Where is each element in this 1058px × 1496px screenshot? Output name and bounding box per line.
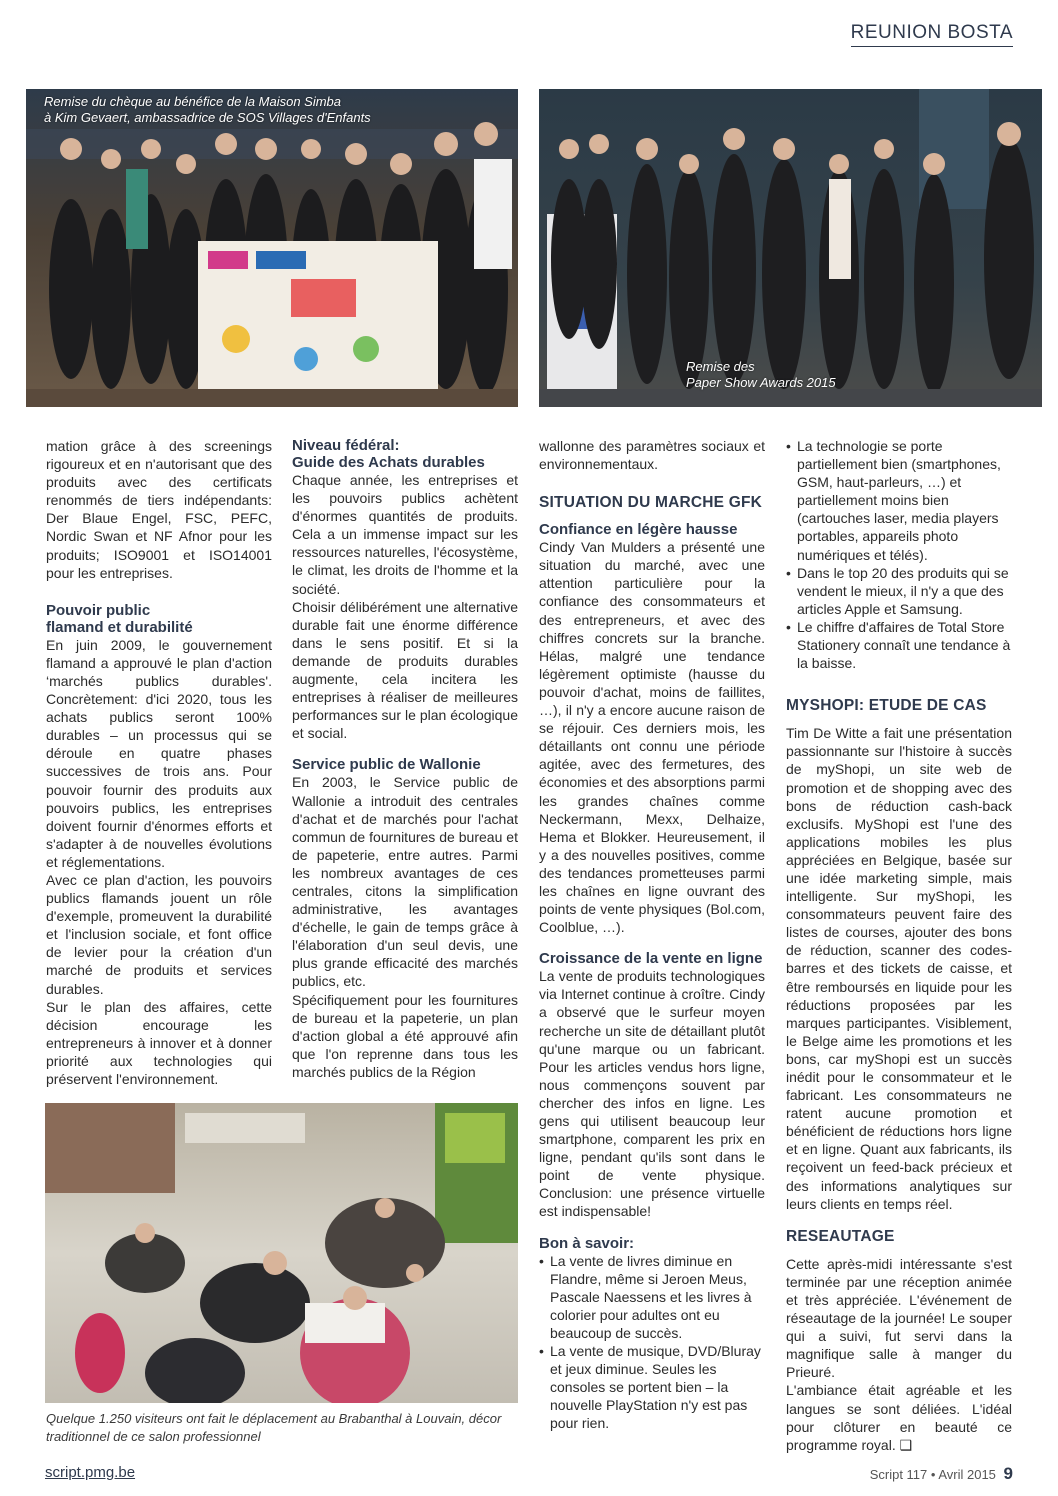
subheading-line: flamand et durabilité xyxy=(46,618,193,636)
photo-trade-show-floor xyxy=(45,1103,518,1403)
list-item: • La vente de livres diminue en Flandre, même si Jeroen Meus, Pascale Naessens et les livres à colorier pour adultes ont eu beaucoup de succès. xyxy=(539,1252,765,1342)
paragraph: wallonne des paramètres sociaux et environnementaux. xyxy=(539,438,765,473)
caption-line: Quelque 1.250 visiteurs ont fait le déplacement au Brabanthal à Louvain, décor xyxy=(46,1411,502,1426)
photo-caption-cheque xyxy=(44,94,371,126)
website-link[interactable]: script.pmg.be xyxy=(45,1464,136,1481)
subheading xyxy=(292,437,518,471)
end-mark-icon: ❑ xyxy=(899,1436,913,1453)
subheading: Bon à savoir: xyxy=(539,1234,635,1252)
photo-caption-awards xyxy=(686,359,836,391)
section-heading: RESEAUTAGE xyxy=(786,1227,895,1245)
photo-cheque-ceremony xyxy=(26,89,518,407)
paragraph: Choisir délibérément une alternative durable fait une énorme différence dans le sens positif. Et si la demande de produits durables augmente, cela incitera les entreprises à réaliser de meilleures performances sur le plan écologique et social. xyxy=(292,598,518,742)
paragraph: En juin 2009, le gouvernement flamand a approuvé le plan d'action ‘marchés publics durables'. Concrètement: d'ici 2020, tous les achats publics seront 100% durables – un processus qui se déroule en quatre phases successives de trois ans. Pour pouvoir fournir des produits aux pouvoirs publics, les entreprises doivent fournir d'énormes efforts et s'adapter à de nouvelles évolutions et réglementations. xyxy=(46,636,272,870)
list-item: • La technologie se porte partiellement bien (smartphones, GSM, haut-parleurs, …) et partiellement moins bien (cartouches laser, media players portables, appareils photo numériques et télés). xyxy=(786,437,1012,564)
caption-line: Remise du chèque au bénéfice de la Maison Simba xyxy=(44,94,342,109)
list-item: • La vente de musique, DVD/Bluray et jeux diminue. Seules les consoles se portent bien – la nouvelle PlayStation n'y est pas pour rien. xyxy=(539,1342,765,1432)
paragraph: mation grâce à des screenings rigoureux et en n'autorisant que des produits avec des certificats renommés de tiers indépendants: Der Blaue Engel, FSC, PEFC, Nordic Swan et NF Afnor pour les produits; ISO9001 et ISO14001 pour les entreprises. xyxy=(46,438,272,581)
column-2 xyxy=(292,437,518,1081)
paragraph: La vente de produits technologiques via Internet continue à croître. Cindy a observé que le surfeur moyen recherche un site de détaillant plutôt qu'une marque ou un fabricant. Pour les articles vendus hors ligne, nous commençons souvent par chercher des infos en ligne. Les gens qui utilisent beaucoup leur smartphone, comparent les prix en ligne, pendant qu'ils sont dans le point de vente physique. Conclusion: une présence virtuelle est indispensable! xyxy=(539,968,765,1220)
bullet-list xyxy=(539,1252,765,1433)
subheading: Croissance de la vente en ligne xyxy=(539,950,763,968)
subheading xyxy=(46,602,272,636)
paragraph: Sur le plan des affaires, cette décision encourage les entrepreneurs à innover et à donner priorité aux technologies qui préservent l'environnement. xyxy=(46,998,272,1087)
paragraph-text: L'ambiance était agréable et les langues se sont déliées. L'idéal pour clôturer en beauté ce programme royal. xyxy=(786,1382,1012,1453)
caption-line: à Kim Gevaert, ambassadrice de SOS Villages d'Enfants xyxy=(44,110,371,125)
caption-line: Remise des xyxy=(686,359,755,374)
paragraph: En 2003, le Service public de Wallonie a introduit des centrales d'achat et de marchés pour l'achat commun de fournitures de bureau et de papeterie, entre autres. Parmi les nombreux avantages de ces centrales, citons la simplification administrative, les avantages d'échelle, le gain de temps grâce à l'élaboration d'un seul devis, une plus grande efficacité des marchés publics, etc. xyxy=(292,774,518,990)
paragraph: Chaque année, les entreprises et les pouvoirs publics achètent d'énormes quantités de produits. Cela a un immense impact sur les ressources naturelles, l'écosystème, le climat, les droits de l'homme et la société. xyxy=(292,472,518,597)
subheading-line: Pouvoir public xyxy=(46,601,151,619)
paragraph: Spécifiquement pour les fournitures de bureau et la papeterie, un plan d'action global a été approuvé afin que l'on reprenne dans tous les marchés publics de la Région xyxy=(292,991,518,1080)
column-3 xyxy=(539,437,765,1433)
paragraph: Cindy Van Mulders a présenté une situation du marché, avec une attention particulière pour la confiance des consommateurs et des entrepreneurs, et avec des chiffres concrets sur la branche. Hélas, malgré une tendance légèrement optimiste (hausse du pouvoir d'achat, moins de faillites, …), il n'y a encore aucune raison de se réjouir. Ces derniers mois, les détaillants ont connu une période agitée, avec des fermetures, des économies et des absorptions parmi les grandes chaînes comme Neckermann, Mexx, Delhaize, Hema et Blokker. Heureusement, il y a des nouvelles positives, comme des tendances prometteuses parmi les chaînes en ligne ouvrant des points de vente physiques (Bol.com, Coolblue, …). xyxy=(539,539,765,936)
subheading-line: Niveau fédéral: xyxy=(292,437,400,454)
paragraph: Cette après-midi intéressante s'est terminée par une réception animée et très appréciée. L'événement de réseautage de la journée! Le souper qui a suivi, fut servi dans la magnifique salle à manger du Prieuré. xyxy=(786,1255,1012,1381)
section-heading: MYSHOPI: ETUDE DE CAS xyxy=(786,697,987,715)
list-item: • Le chiffre d'affaires de Total Store Stationery connaît une tendance à la baisse. xyxy=(786,618,1012,672)
column-1 xyxy=(46,437,272,1088)
subheading: Confiance en légère hausse xyxy=(539,521,738,539)
caption-line: Paper Show Awards 2015 xyxy=(686,375,836,390)
subheading: Service public de Wallonie xyxy=(292,756,481,774)
section-heading: SITUATION DU MARCHE GFK xyxy=(539,494,763,512)
paragraph xyxy=(786,1381,1012,1453)
footer-issue xyxy=(870,1464,1013,1484)
list-item: • Dans le top 20 des produits qui se vendent le mieux, il n'y a que des articles Apple et Samsung. xyxy=(786,564,1012,618)
paragraph: Tim De Witte a fait une présentation passionnante sur l'histoire à succès de myShopi, un site web de promotion et de shopping avec des bons de réduction cash-back exclusifs. MyShopi est l'une des applications mobiles les plus appréciées en Belgique, basée sur une idée marketing simple, mais intelligente. Sur myShopi, les consommateurs peuvent faire des listes de courses, ajouter des bons de réduction, scanner des codes-barres et des tickets de caisse, et être remboursés en liquide pour les réductions proposées par les marques participantes. Visiblement, le Belge aime les promotions et les bons, car myShopi est un succès inédit pour le consommateur et le fabricant. Les consommateurs ne ratent aucune promotion et bénéficient de réductions hors ligne et en ligne. Quant aux fabricants, ils reçoivent un feed-back précieux et des informations analytiques sur leurs clients en temps réel. xyxy=(786,725,1012,1212)
bullet-list xyxy=(786,437,1012,672)
page-number: 9 xyxy=(1003,1464,1013,1483)
subheading-line: Guide des Achats durables xyxy=(292,454,485,471)
caption-line: traditionnel de ce salon professionnel xyxy=(46,1429,261,1444)
issue-label: Script 117 • Avril 2015 xyxy=(869,1467,996,1482)
column-4 xyxy=(786,437,1012,1454)
paragraph: Avec ce plan d'action, les pouvoirs publics flamands jouent un rôle d'exemple, promeuvent la durabilité et l'inclusion sociale, et font office de levier pour la création d'un marché de produits et services durables. xyxy=(46,871,272,997)
section-title: REUNION BOSTA xyxy=(851,22,1013,47)
photo-caption-visitors xyxy=(46,1410,526,1446)
